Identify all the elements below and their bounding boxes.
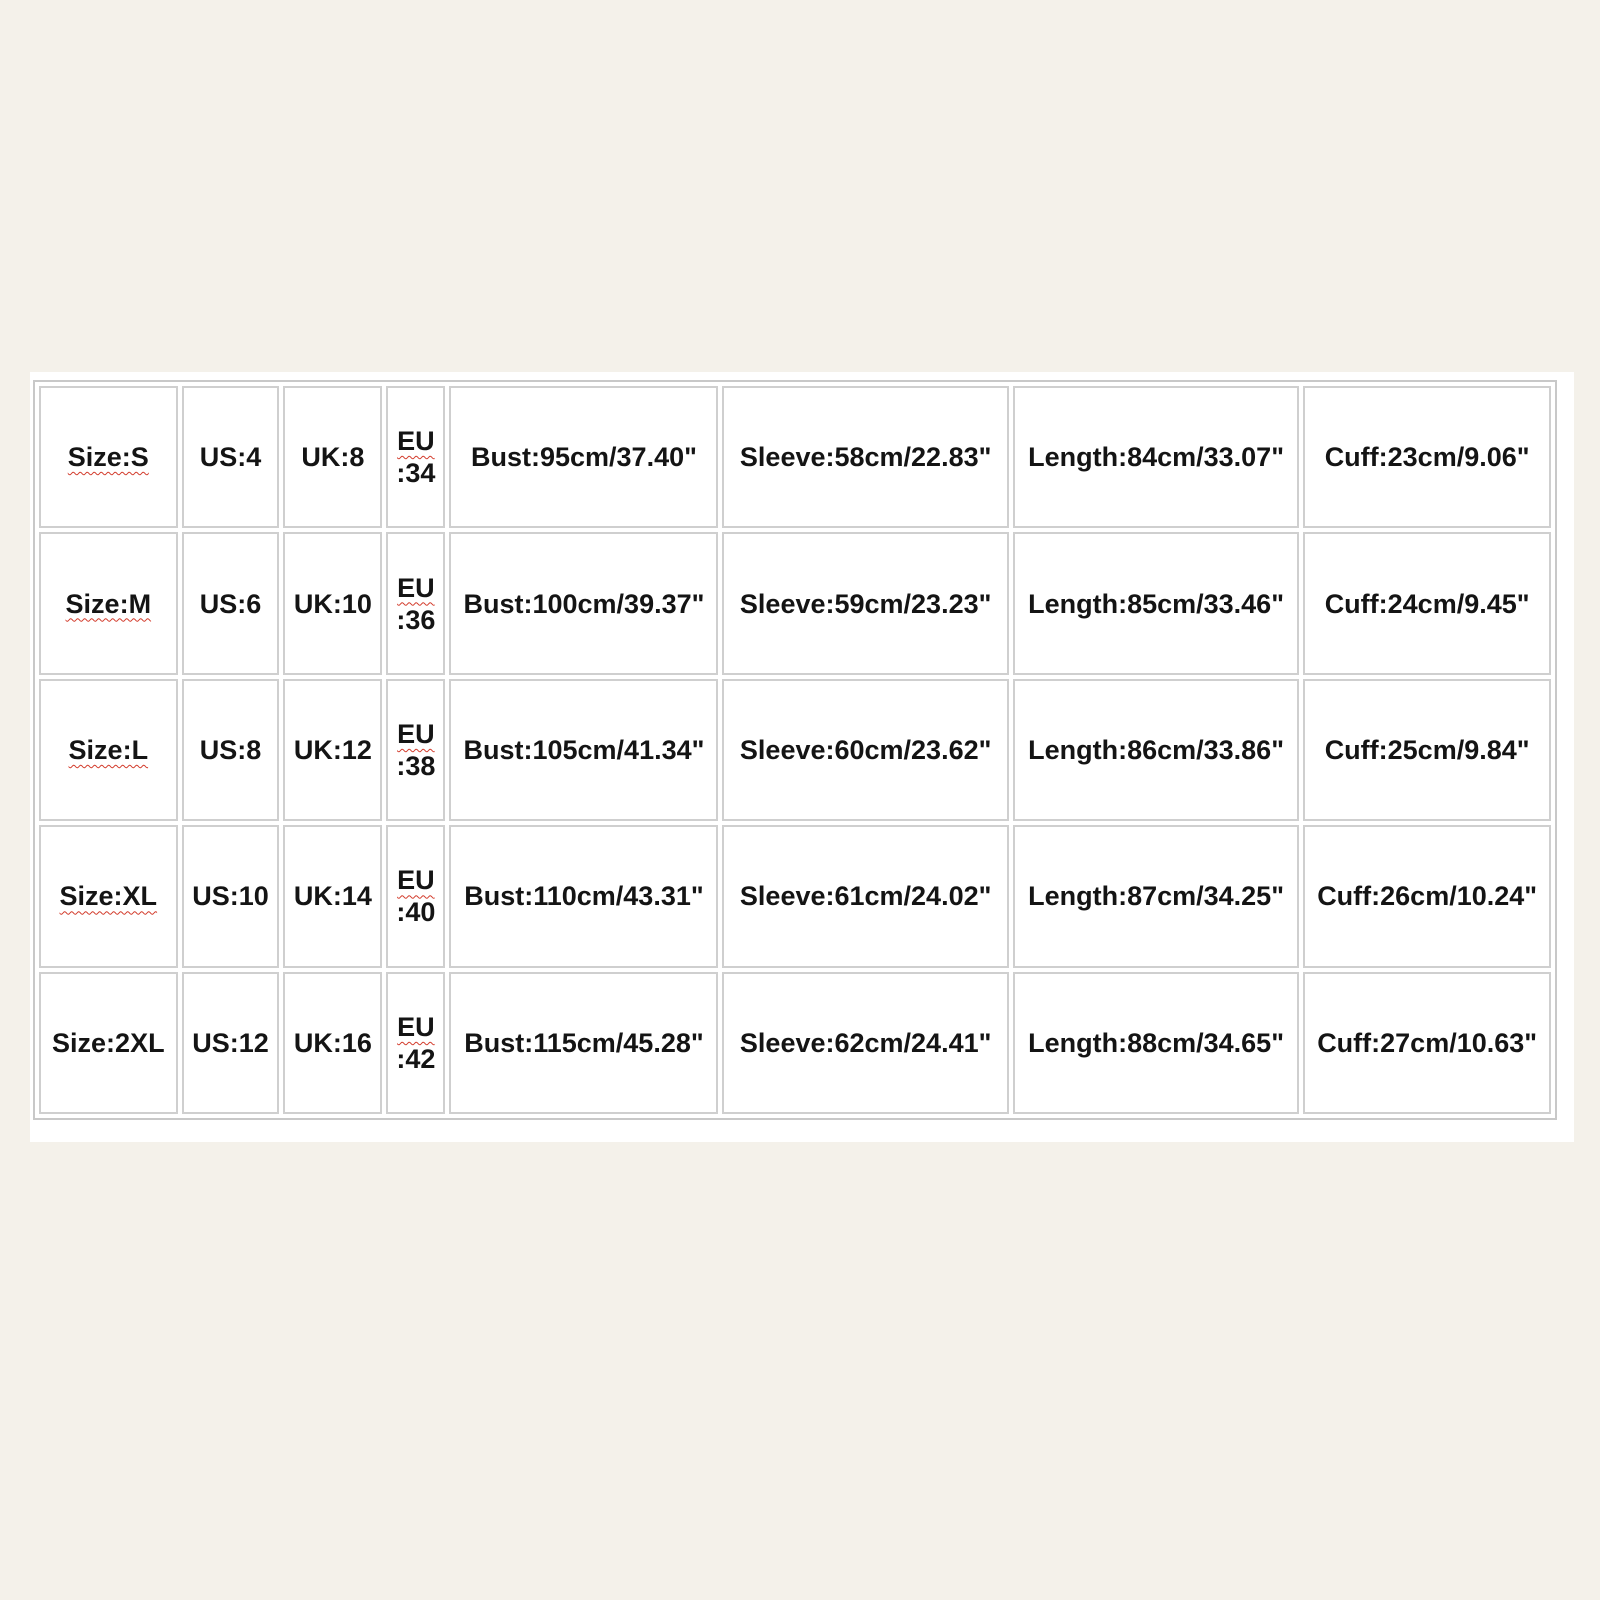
size-chart-table (33, 380, 1557, 1120)
us-size-cell: US:12 (182, 972, 280, 1114)
sleeve-cell: Sleeve:58cm/22.83" (722, 386, 1008, 528)
length-cell: Length:87cm/34.25" (1013, 825, 1299, 967)
size-cell: Size:2XL (39, 972, 178, 1114)
size-cell: Size:XL (39, 825, 178, 967)
size-chart-sheet (30, 372, 1574, 1142)
cuff-cell: Cuff:24cm/9.45" (1303, 532, 1551, 674)
cuff-cell: Cuff:23cm/9.06" (1303, 386, 1551, 528)
us-size-cell: US:10 (182, 825, 280, 967)
eu-size-cell: EU :34 (386, 386, 445, 528)
bust-cell: Bust:115cm/45.28" (449, 972, 718, 1114)
length-cell: Length:88cm/34.65" (1013, 972, 1299, 1114)
eu-size-cell: EU :42 (386, 972, 445, 1114)
size-cell: Size:S (39, 386, 178, 528)
us-size-cell: US:6 (182, 532, 280, 674)
table-row (39, 825, 1551, 967)
eu-size-cell: EU :38 (386, 679, 445, 821)
sleeve-cell: Sleeve:60cm/23.62" (722, 679, 1008, 821)
uk-size-cell: UK:10 (283, 532, 382, 674)
table-row (39, 532, 1551, 674)
uk-size-cell: UK:14 (283, 825, 382, 967)
eu-size-cell: EU :36 (386, 532, 445, 674)
length-cell: Length:85cm/33.46" (1013, 532, 1299, 674)
bust-cell: Bust:95cm/37.40" (449, 386, 718, 528)
size-cell: Size:M (39, 532, 178, 674)
bust-cell: Bust:100cm/39.37" (449, 532, 718, 674)
table-row (39, 679, 1551, 821)
eu-size-cell: EU :40 (386, 825, 445, 967)
sleeve-cell: Sleeve:59cm/23.23" (722, 532, 1008, 674)
table-row (39, 972, 1551, 1114)
cuff-cell: Cuff:27cm/10.63" (1303, 972, 1551, 1114)
uk-size-cell: UK:8 (283, 386, 382, 528)
us-size-cell: US:4 (182, 386, 280, 528)
sleeve-cell: Sleeve:61cm/24.02" (722, 825, 1008, 967)
cuff-cell: Cuff:25cm/9.84" (1303, 679, 1551, 821)
bust-cell: Bust:105cm/41.34" (449, 679, 718, 821)
length-cell: Length:86cm/33.86" (1013, 679, 1299, 821)
sleeve-cell: Sleeve:62cm/24.41" (722, 972, 1008, 1114)
length-cell: Length:84cm/33.07" (1013, 386, 1299, 528)
table-row (39, 386, 1551, 528)
us-size-cell: US:8 (182, 679, 280, 821)
uk-size-cell: UK:12 (283, 679, 382, 821)
uk-size-cell: UK:16 (283, 972, 382, 1114)
size-cell: Size:L (39, 679, 178, 821)
bust-cell: Bust:110cm/43.31" (449, 825, 718, 967)
cuff-cell: Cuff:26cm/10.24" (1303, 825, 1551, 967)
